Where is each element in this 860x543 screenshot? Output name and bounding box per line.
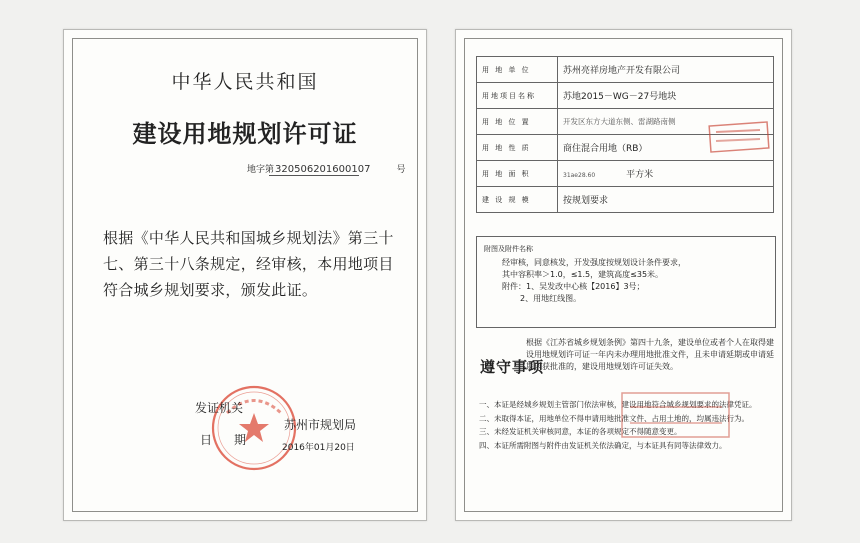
attachment-line: 附件：1、吴发改中心核【2016】3号； [502,282,645,291]
row-value: 开发区东方大道东侧、雷湖路南侧 [558,109,774,135]
certificate-detail-page [455,29,792,521]
table-row [477,57,774,83]
country-name: 中华人民共和国 [171,71,319,93]
attachments-box [476,236,776,328]
notice-item: 三、未经发证机关审核同意，本证的各项规定不得随意变更。 [479,427,682,436]
row-label: 用 地 单 位 [477,57,558,83]
row-label: 用 地 性 质 [477,135,558,161]
table-row [477,161,774,187]
row-label: 用 地 位 置 [477,109,558,135]
area-unit: 平方米 [626,170,654,180]
row-label: 用地项目名称 [477,83,558,109]
row-label: 建 设 规 模 [477,187,558,213]
row-value [558,161,774,187]
notice-title: 遵守事项 [480,358,545,376]
notice-item: 二、未取得本证，用地单位不得申请用地批准文件、占用土地的，均属违法行为。 [479,413,749,423]
row-value: 苏州亮祥房地产开发有限公司 [558,57,774,83]
attachments-text [502,257,767,305]
issuer-label: 发证机关 [195,401,244,415]
issue-date: 2016年01月20日 [282,443,355,453]
certificate-number [247,162,405,175]
notice-item: 一、本证是经城乡规划主管部门依法审核，建设用地符合城乡规划要求的法律凭证。 [479,400,757,409]
row-value: 苏地2015－WG－27号地块 [558,83,774,109]
row-value: 按规划要求 [558,187,774,213]
table-row [477,83,774,109]
issuer-value: 苏州市规划局 [284,418,357,432]
cert-suffix: 号 [396,165,406,175]
table-row [477,187,774,213]
stamp-icon [618,385,733,445]
certificate-cover-page [63,29,427,521]
certificate-title: 建设用地规划许可证 [132,120,358,148]
attachment-line: 2、用地红线图。 [520,294,582,303]
date-label: 日 [200,433,213,447]
attachment-line: 其中容积率＞1.0，≤1.5，建筑高度≤35米。 [502,270,664,279]
row-value: 商住混合用地（RB） [558,135,774,161]
cert-number-underline [269,175,359,176]
date-label-2: 期 [234,433,247,447]
certificate-body-text: 根据《中华人民共和国城乡规划法》第三十七、第三十八条规定，经审核，本用地项目符合城乡规划要求，颁发此证。 [103,229,394,299]
attachment-line: 经审核，同意核发，开发强度按规划设计条件要求， [502,258,686,267]
regulation-paragraph: 根据《江苏省城乡规划条例》第四十九条，建设单位或者个人在取得建设用地规划许可证一年内未办理用地批准文件，且未申请延期或申请延期未获批准的，建设用地规划许可证失效。 [526,338,774,371]
cert-number-value: 320506201600107 [275,164,371,175]
attachments-label: 附图及附件名称 [484,245,533,253]
cert-prefix: 地字第 [247,165,275,175]
stamp-icon [708,120,770,154]
notice-item: 四、本证所需附图与附件由发证机关依法确定，与本证具有同等法律效力。 [479,440,727,450]
row-label: 用 地 面 积 [477,161,558,187]
area-value: 31ae28.60 [563,172,596,179]
